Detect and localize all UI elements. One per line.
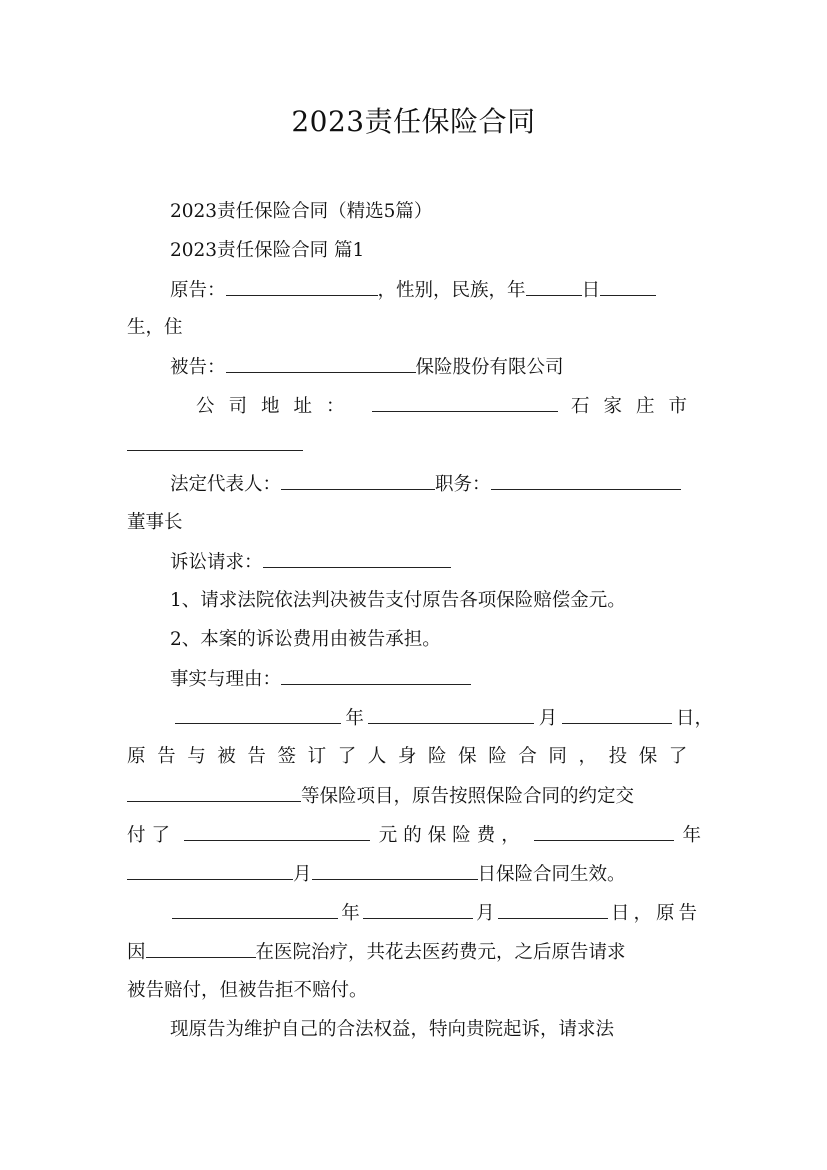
facts-p2-line3: 被告赔付，但被告拒不赔付。 [127,980,368,1001]
p1-effective-day-blank [312,862,478,880]
p1-effective-month-blank [127,862,293,880]
p2-year-blank [172,901,338,919]
address-label: 公司地址： [196,396,359,417]
address-continuation [127,433,303,458]
address-line [196,394,701,419]
representative-label: 法定代表人： [170,474,282,495]
p1-premium-label: 元的保险费， [378,825,526,846]
p2-month-label: 月 [476,903,495,924]
plaintiff-year-label: 年 [507,280,526,301]
claim-item-2: 2、本案的诉讼费用由被告承担。 [170,629,441,650]
plaintiff-day-blank [600,278,656,296]
plaintiff-label: 原告： [170,280,226,301]
facts-line [170,667,471,692]
p2-treatment-text: 在医院治疗，共花去医药费元，之后原告请求 [255,942,626,963]
plaintiff-day-label: 日 [581,280,601,301]
p1-effective-text: 日保险合同生效。 [477,864,626,885]
p1-effective-month-label: 月 [293,864,312,885]
address-blank-2 [127,433,303,451]
p1-year-blank [175,706,341,724]
facts-p1-line5 [127,862,626,887]
p2-year-label: 年 [341,903,360,924]
defendant-line [170,355,564,380]
p1-items-text: 等保险项目，原告按照保险合同的约定交 [301,786,635,807]
p2-cause-blank [146,940,256,958]
facts-p2-line2 [127,940,626,965]
p2-day-label: 日，原告 [610,903,701,924]
facts-p1-line2: 原告与被告签订了人身险保险合同，投保了 [127,746,699,767]
p1-effective-year-blank [534,823,674,841]
p1-premium-blank [184,823,370,841]
plaintiff-month-blank [526,278,582,296]
p2-month-blank [363,901,473,919]
p1-month-label: 月 [538,708,558,729]
page-title: 2023责任保险合同 [291,105,536,138]
p2-cause-label: 因 [127,942,146,963]
facts-p2-line1 [172,901,701,926]
defendant-company-suffix: 保险股份有限公司 [415,357,564,378]
claims-blank [263,550,451,568]
facts-blank [281,667,471,685]
p1-items-blank [127,784,301,802]
subtitle-line: 2023责任保险合同（精选5篇） [170,201,433,222]
p1-effective-year-label: 年 [682,825,701,846]
p1-day-label: 日， [675,708,713,729]
claims-label: 诉讼请求： [170,552,263,573]
defendant-label: 被告： [170,357,226,378]
p1-year-label: 年 [345,708,364,729]
p1-day-blank [562,706,672,724]
defendant-name-blank [226,355,416,373]
plaintiff-residence: 生，住 [127,317,183,338]
position-blank [491,472,681,490]
address-city: 石家庄市 [570,396,701,417]
claim-item-1: 1、请求法院依法判决被告支付原告各项保险赔偿金元。 [170,590,626,611]
plaintiff-gender-label: ，性别， [377,280,452,301]
facts-p1-line4 [127,823,701,848]
section-heading: 2023责任保险合同 篇1 [170,240,365,261]
p1-month-blank [368,706,534,724]
facts-p1-line1 [175,706,713,731]
position-label: 职务： [435,474,491,495]
facts-p1-line3 [127,784,634,809]
plaintiff-ethnicity-label: 民族， [451,280,508,301]
claims-line [170,550,451,575]
plaintiff-name-blank [226,278,378,296]
p1-paid-label: 付了 [127,825,177,846]
facts-label: 事实与理由： [170,669,282,690]
p2-day-blank [498,901,608,919]
representative-blank [281,472,435,490]
representative-line [170,472,681,497]
position-value: 董事长 [127,512,183,533]
facts-p3-line1: 现原告为维护自己的合法权益，特向贵院起诉，请求法 [170,1019,615,1040]
plaintiff-line [170,278,656,303]
address-blank [372,394,558,412]
